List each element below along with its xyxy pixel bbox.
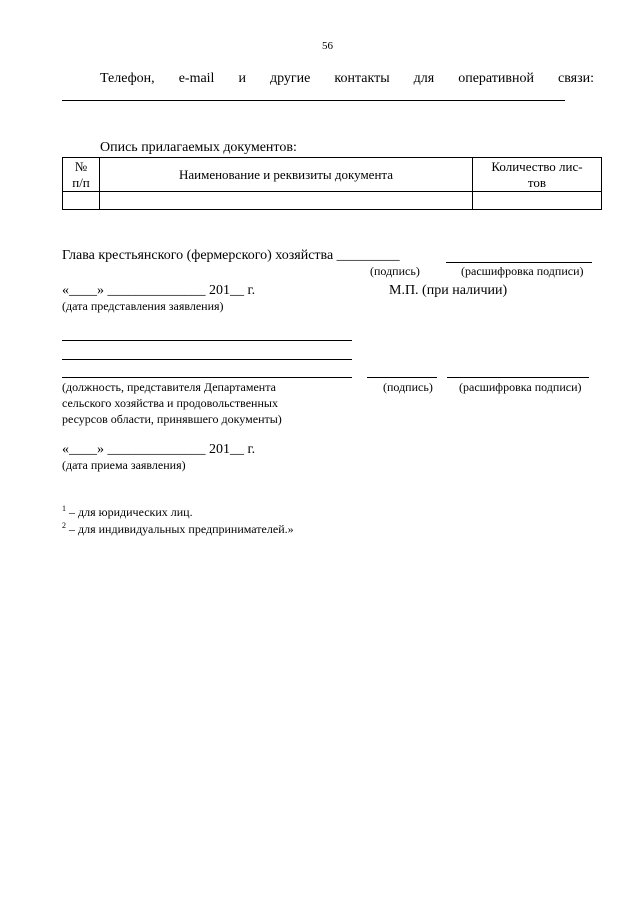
- receipt-date-caption: (дата приема заявления): [62, 458, 186, 472]
- receipt-date: «____» ______________ 201__ г.: [62, 442, 256, 457]
- documents-table: [62, 157, 602, 210]
- official-decoding-caption: (расшифровка подписи): [459, 380, 582, 394]
- decoding-caption: (расшифровка подписи): [461, 264, 584, 278]
- official-caption-3: ресурсов области, принявшего документы): [62, 412, 282, 426]
- head-label: Глава крестьянского (фермерского) хозяйства _________: [62, 248, 400, 263]
- documents-title: Опись прилагаемых документов:: [100, 140, 297, 155]
- official-caption-2: сельского хозяйства и продовольственных: [62, 396, 278, 410]
- col-name-header: Наименование и реквизиты документа: [100, 158, 473, 192]
- table-row: [63, 192, 602, 210]
- contacts-line: [100, 71, 594, 87]
- table-header-row: [63, 158, 602, 192]
- contacts-word: e-mail: [178, 71, 215, 86]
- table-cell: [63, 192, 100, 210]
- decoding-line: [446, 262, 592, 263]
- official-line-2: [62, 359, 352, 360]
- page-number: 56: [322, 40, 333, 52]
- submission-date-caption: (дата представления заявления): [62, 299, 224, 313]
- contacts-fill-line: [62, 100, 565, 101]
- submission-date: «____» ______________ 201__ г.: [62, 283, 256, 298]
- contacts-word: контакты: [334, 71, 390, 86]
- official-line-1: [62, 340, 352, 341]
- col-count-header: Количество лис- тов: [473, 158, 602, 192]
- official-signature-line: [367, 377, 437, 378]
- official-line-3: [62, 377, 352, 378]
- stamp-text: М.П. (при наличии): [389, 283, 508, 298]
- signature-caption: (подпись): [370, 264, 420, 278]
- col-number-header: № п/п: [63, 158, 100, 192]
- contacts-word: Телефон,: [100, 71, 155, 86]
- contacts-word: для: [413, 71, 435, 86]
- footnote-1: $^1$ – для юридических лиц.: [62, 504, 193, 519]
- official-caption-1: (должность, представителя Департамента: [62, 380, 276, 394]
- contacts-word: оперативной: [458, 71, 534, 86]
- official-decoding-line: [447, 377, 589, 378]
- table-cell: [100, 192, 473, 210]
- table-cell: [473, 192, 602, 210]
- contacts-word: другие: [269, 71, 311, 86]
- official-signature-caption: (подпись): [383, 380, 433, 394]
- contacts-word: и: [238, 71, 246, 86]
- contacts-word: связи:: [558, 71, 594, 86]
- footnote-2: $^2$ – для индивидуальных предпринимателей.»: [62, 521, 294, 536]
- signature-blank: _________: [336, 248, 400, 263]
